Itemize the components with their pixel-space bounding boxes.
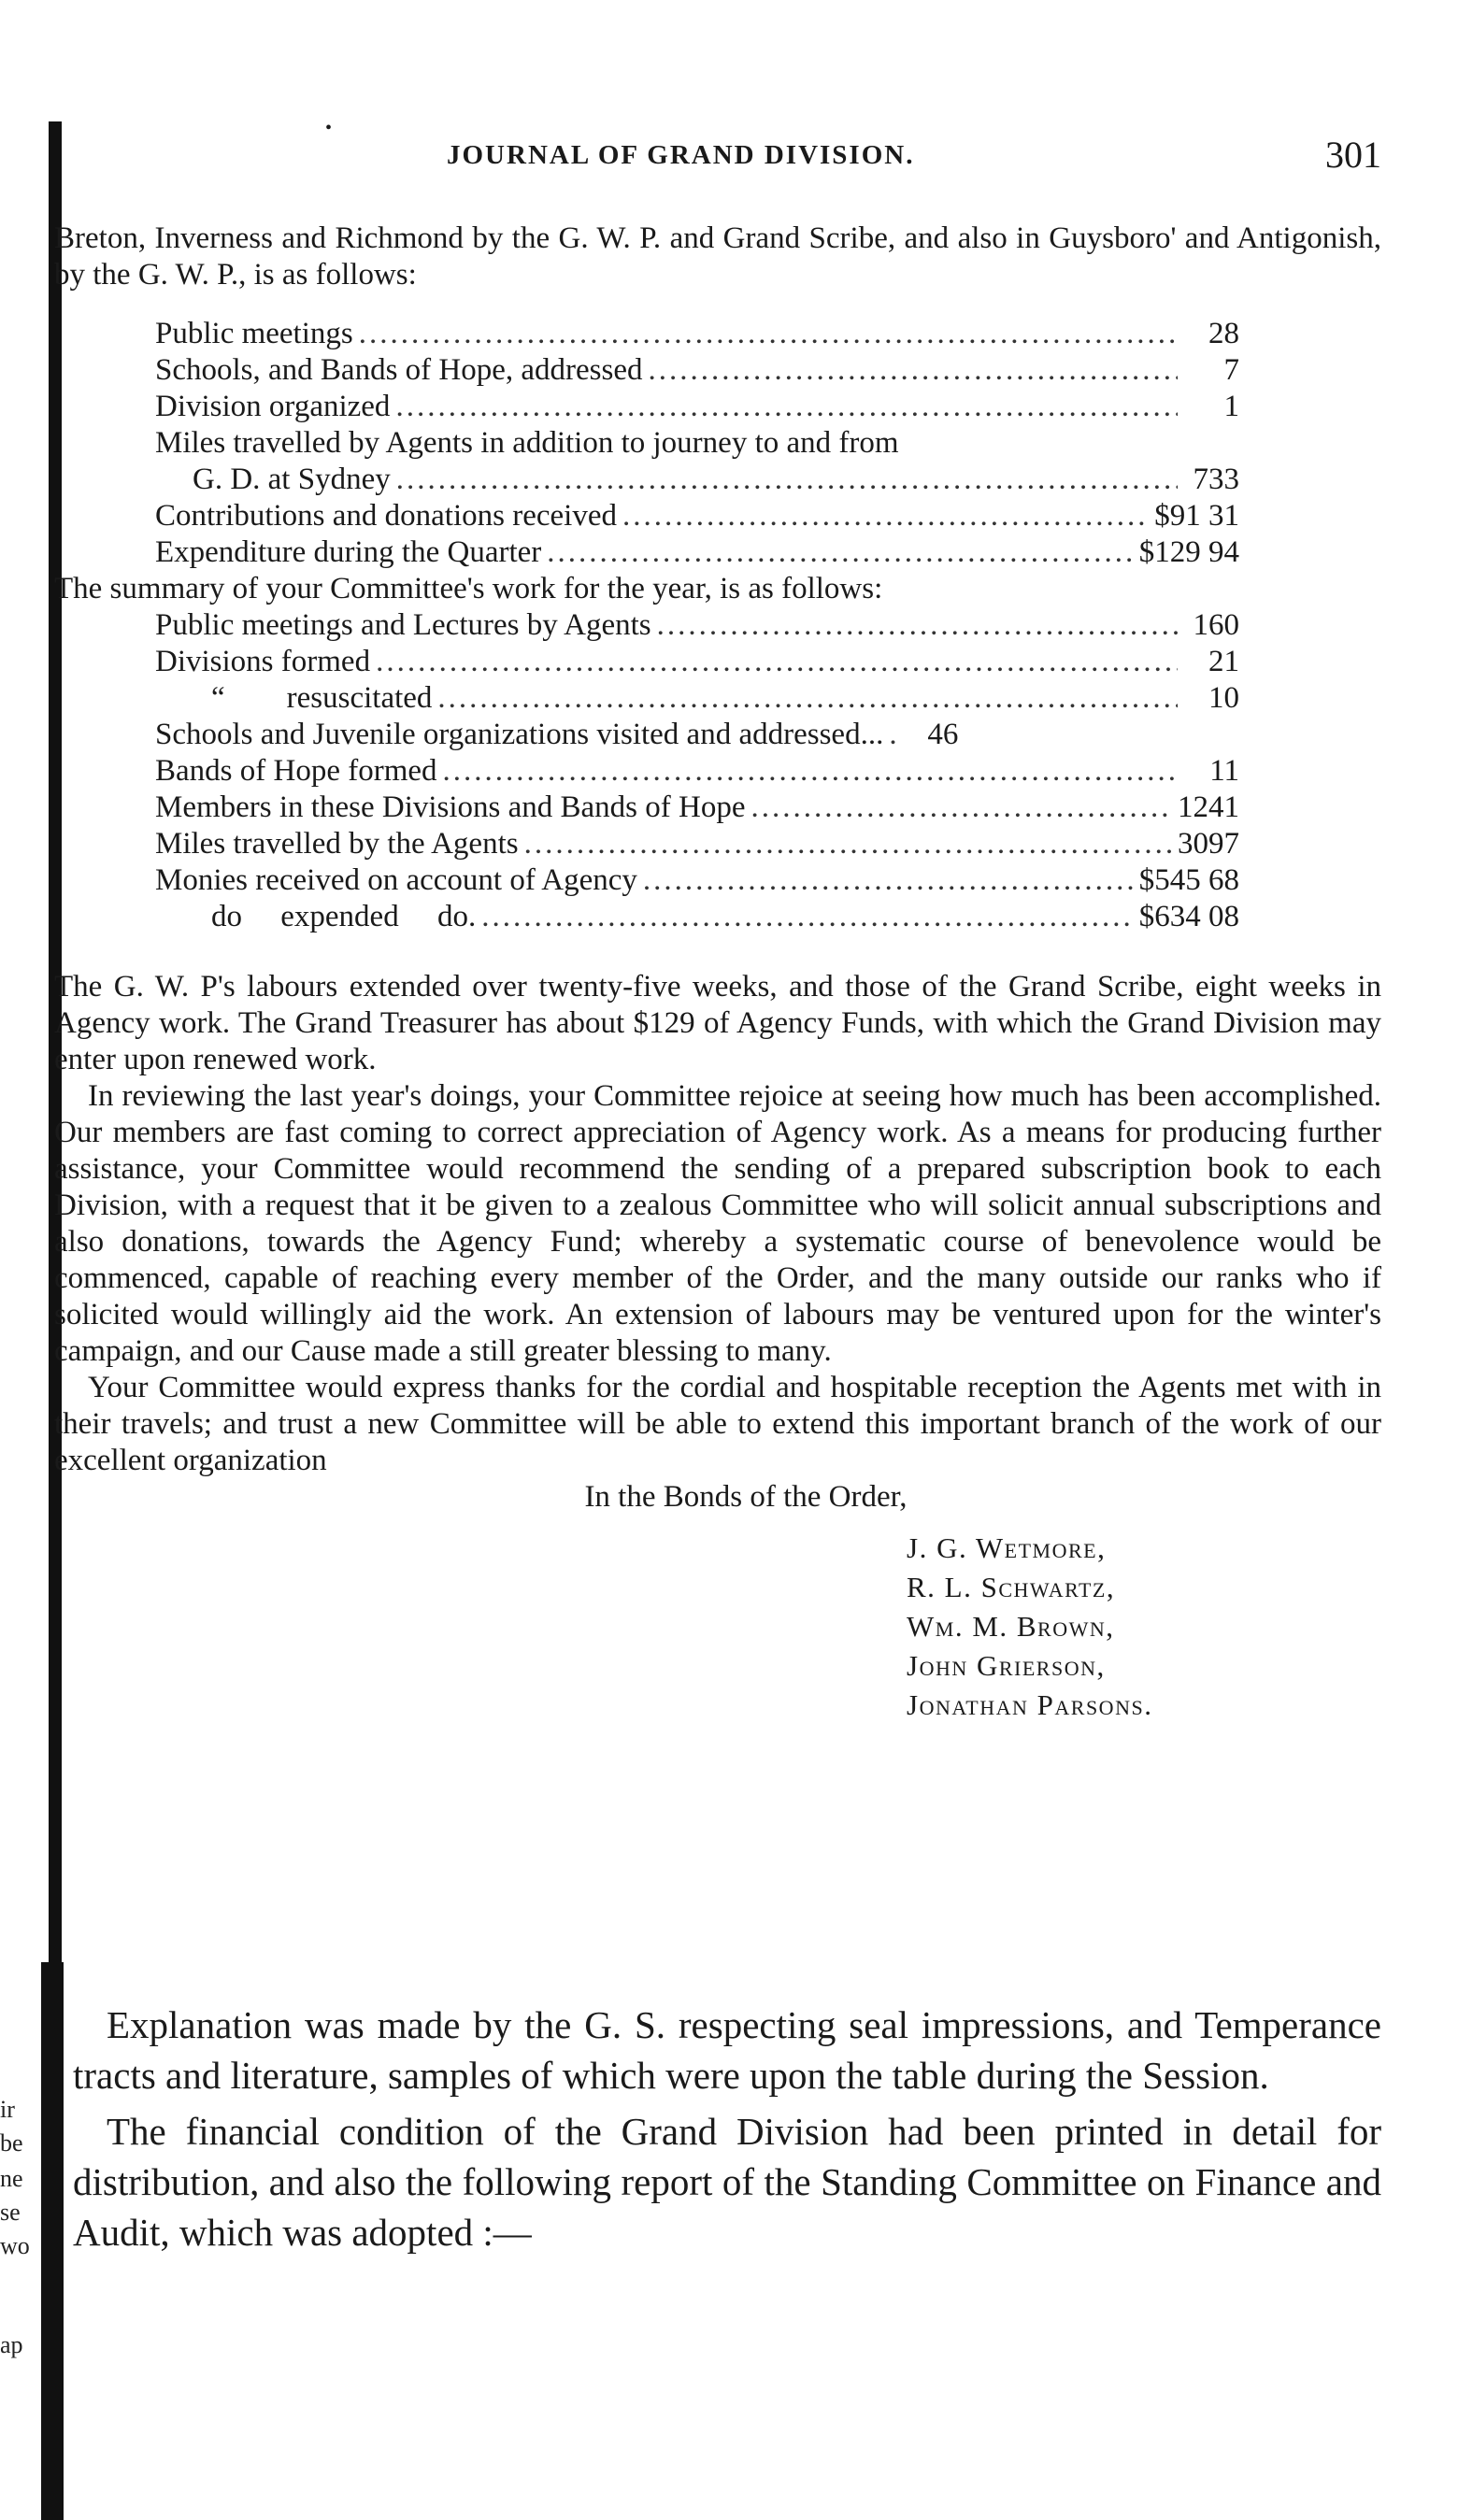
row-value: 28	[1208, 317, 1239, 350]
signature-block	[907, 1529, 1381, 1725]
book-page	[54, 0, 1381, 2520]
row-value: 11	[1209, 754, 1239, 788]
row-label: Divisions formed	[155, 645, 371, 678]
edge-fragment: be	[0, 2129, 23, 2157]
table-row	[155, 498, 1239, 534]
row-value: 733	[1193, 463, 1239, 496]
row-label: Bands of Hope formed	[155, 754, 437, 788]
row-value: $91 31	[1154, 499, 1239, 533]
leader-dots	[395, 389, 1178, 425]
leader-dots	[481, 899, 1134, 935]
table-row	[155, 862, 1239, 899]
row-value: 7	[1223, 353, 1239, 387]
table-row	[155, 826, 1239, 862]
table-row	[155, 534, 1239, 571]
row-value: 160	[1193, 608, 1239, 642]
row-label: Monies received on account of Agency	[155, 863, 637, 897]
running-head: JOURNAL OF GRAND DIVISION.	[447, 140, 915, 170]
quarter-table	[155, 316, 1239, 571]
table-row	[155, 790, 1239, 826]
leader-dots	[622, 498, 1149, 534]
page-number: 301	[1325, 134, 1381, 176]
leader-dots	[396, 462, 1178, 498]
paragraph: Your Committee would express thanks for the cordial and hospitable reception the Agents met with in their travels; and trust a new Committee will be able to extend this important branch of the work of our excellent organization	[54, 1371, 1381, 1477]
leader-dots	[443, 753, 1178, 790]
row-value: 1241	[1178, 790, 1239, 824]
signatory: J. G. Wetmore,	[907, 1531, 1107, 1564]
row-label: Schools, and Bands of Hope, addressed	[155, 353, 643, 387]
table-row	[155, 899, 1239, 935]
leader-dots	[359, 316, 1178, 352]
leader-dots	[437, 680, 1178, 717]
table-row	[155, 644, 1239, 680]
leader-dots	[751, 790, 1173, 826]
table-row	[155, 680, 1239, 717]
row-label: Public meetings and Lectures by Agents	[155, 608, 651, 642]
paragraph: Explanation was made by the G. S. respecting seal impressions, and Temperance tracts and literature, samples of which were upon the table during the Session.	[73, 2003, 1381, 2097]
row-value: 3097	[1178, 827, 1239, 861]
row-value: 10	[1208, 681, 1239, 715]
leader-dots	[657, 607, 1178, 644]
row-label: Division organized	[155, 390, 391, 423]
leader-dots	[649, 352, 1179, 389]
row-value: $545 68	[1138, 863, 1239, 897]
leader-dots	[376, 644, 1178, 680]
row-label: G. D. at Sydney	[193, 463, 391, 496]
row-label: do expended do.	[211, 900, 477, 933]
report-body	[54, 221, 1381, 1725]
row-label: Miles travelled by the Agents	[155, 827, 519, 861]
summary-table	[155, 607, 1239, 935]
row-value: 1	[1223, 390, 1239, 423]
table-row	[155, 462, 1239, 498]
leader-dots	[643, 862, 1134, 899]
table-row	[155, 316, 1239, 352]
signatory: Wm. M. Brown,	[907, 1610, 1115, 1643]
row-value: $129 94	[1138, 535, 1239, 569]
intro-paragraph: Breton, Inverness and Richmond by the G. W. P. and Grand Scribe, and also in Guysboro' and Antigonish, by the G. W. P., is as follows:	[54, 221, 1381, 292]
edge-fragment: ne	[0, 2165, 23, 2192]
table-row	[155, 607, 1239, 644]
edge-fragment: ir	[0, 2096, 15, 2123]
table-row	[155, 425, 1239, 462]
row-label: Schools and Juvenile organizations visited and addressed...	[155, 718, 884, 751]
signatory: R. L. Schwartz,	[907, 1571, 1116, 1603]
paragraph: The financial condition of the Grand Division had been printed in detail for distribution, and also the following report of the Standing Committee on Finance and Audit, which was adopted :—	[73, 2110, 1381, 2254]
edge-fragment: wo	[0, 2232, 30, 2259]
leader-dots	[547, 534, 1133, 571]
table-row	[155, 389, 1239, 425]
paragraph: The G. W. P's labours extended over twenty-five weeks, and those of the Grand Scribe, eight weeks in Agency work. The Grand Treasurer has about $129 of Agency Funds, with which the Grand Division may enter upon renewed work.	[54, 970, 1381, 1076]
paragraph: In reviewing the last year's doings, your Committee rejoice at seeing how much has been accomplished. Our members are fast coming to correct appreciation of Agency work. As a means for producing further assistance, your Committee would recommend the sending of a prepared subscription book to each Division, with a request that it be given to a zealous Committee who will solicit annual subscriptions and also donations, towards the Agency Fund; whereby a systematic course of benevolence would be commenced, capable of reaching every member of the Order, and the many outside our ranks who if solicited would willingly aid the work. An extension of labours may be ventured upon for the winter's campaign, and our Cause made a still greater blessing to many.	[54, 1079, 1381, 1368]
row-label: Members in these Divisions and Bands of Hope	[155, 790, 746, 824]
row-label: “ resuscitated	[211, 681, 433, 715]
row-value: $634 08	[1138, 900, 1239, 933]
page-header	[54, 118, 1381, 196]
row-value: 46	[927, 718, 959, 751]
row-label: Expenditure during the Quarter	[155, 535, 542, 569]
table-row	[155, 753, 1239, 790]
table-row	[155, 352, 1239, 389]
row-label: Miles travelled by Agents in addition to journey to and from	[155, 426, 899, 460]
table-row	[155, 717, 1239, 753]
leader-dots	[889, 717, 896, 753]
row-value: 21	[1208, 645, 1239, 678]
minutes-text	[73, 2000, 1381, 2263]
leader-dots	[524, 826, 1172, 862]
row-label: Public meetings	[155, 317, 353, 350]
signatory: Jonathan Parsons.	[907, 1688, 1153, 1721]
closing-line: In the Bonds of the Order,	[584, 1480, 908, 1514]
stray-dot: •	[325, 118, 333, 138]
edge-fragment: ap	[0, 2331, 23, 2358]
edge-fragment: se	[0, 2199, 21, 2226]
row-label: Contributions and donations received	[155, 499, 617, 533]
signatory: John Grierson,	[907, 1649, 1106, 1682]
summary-intro: The summary of your Committee's work for the year, is as follows:	[54, 572, 883, 605]
